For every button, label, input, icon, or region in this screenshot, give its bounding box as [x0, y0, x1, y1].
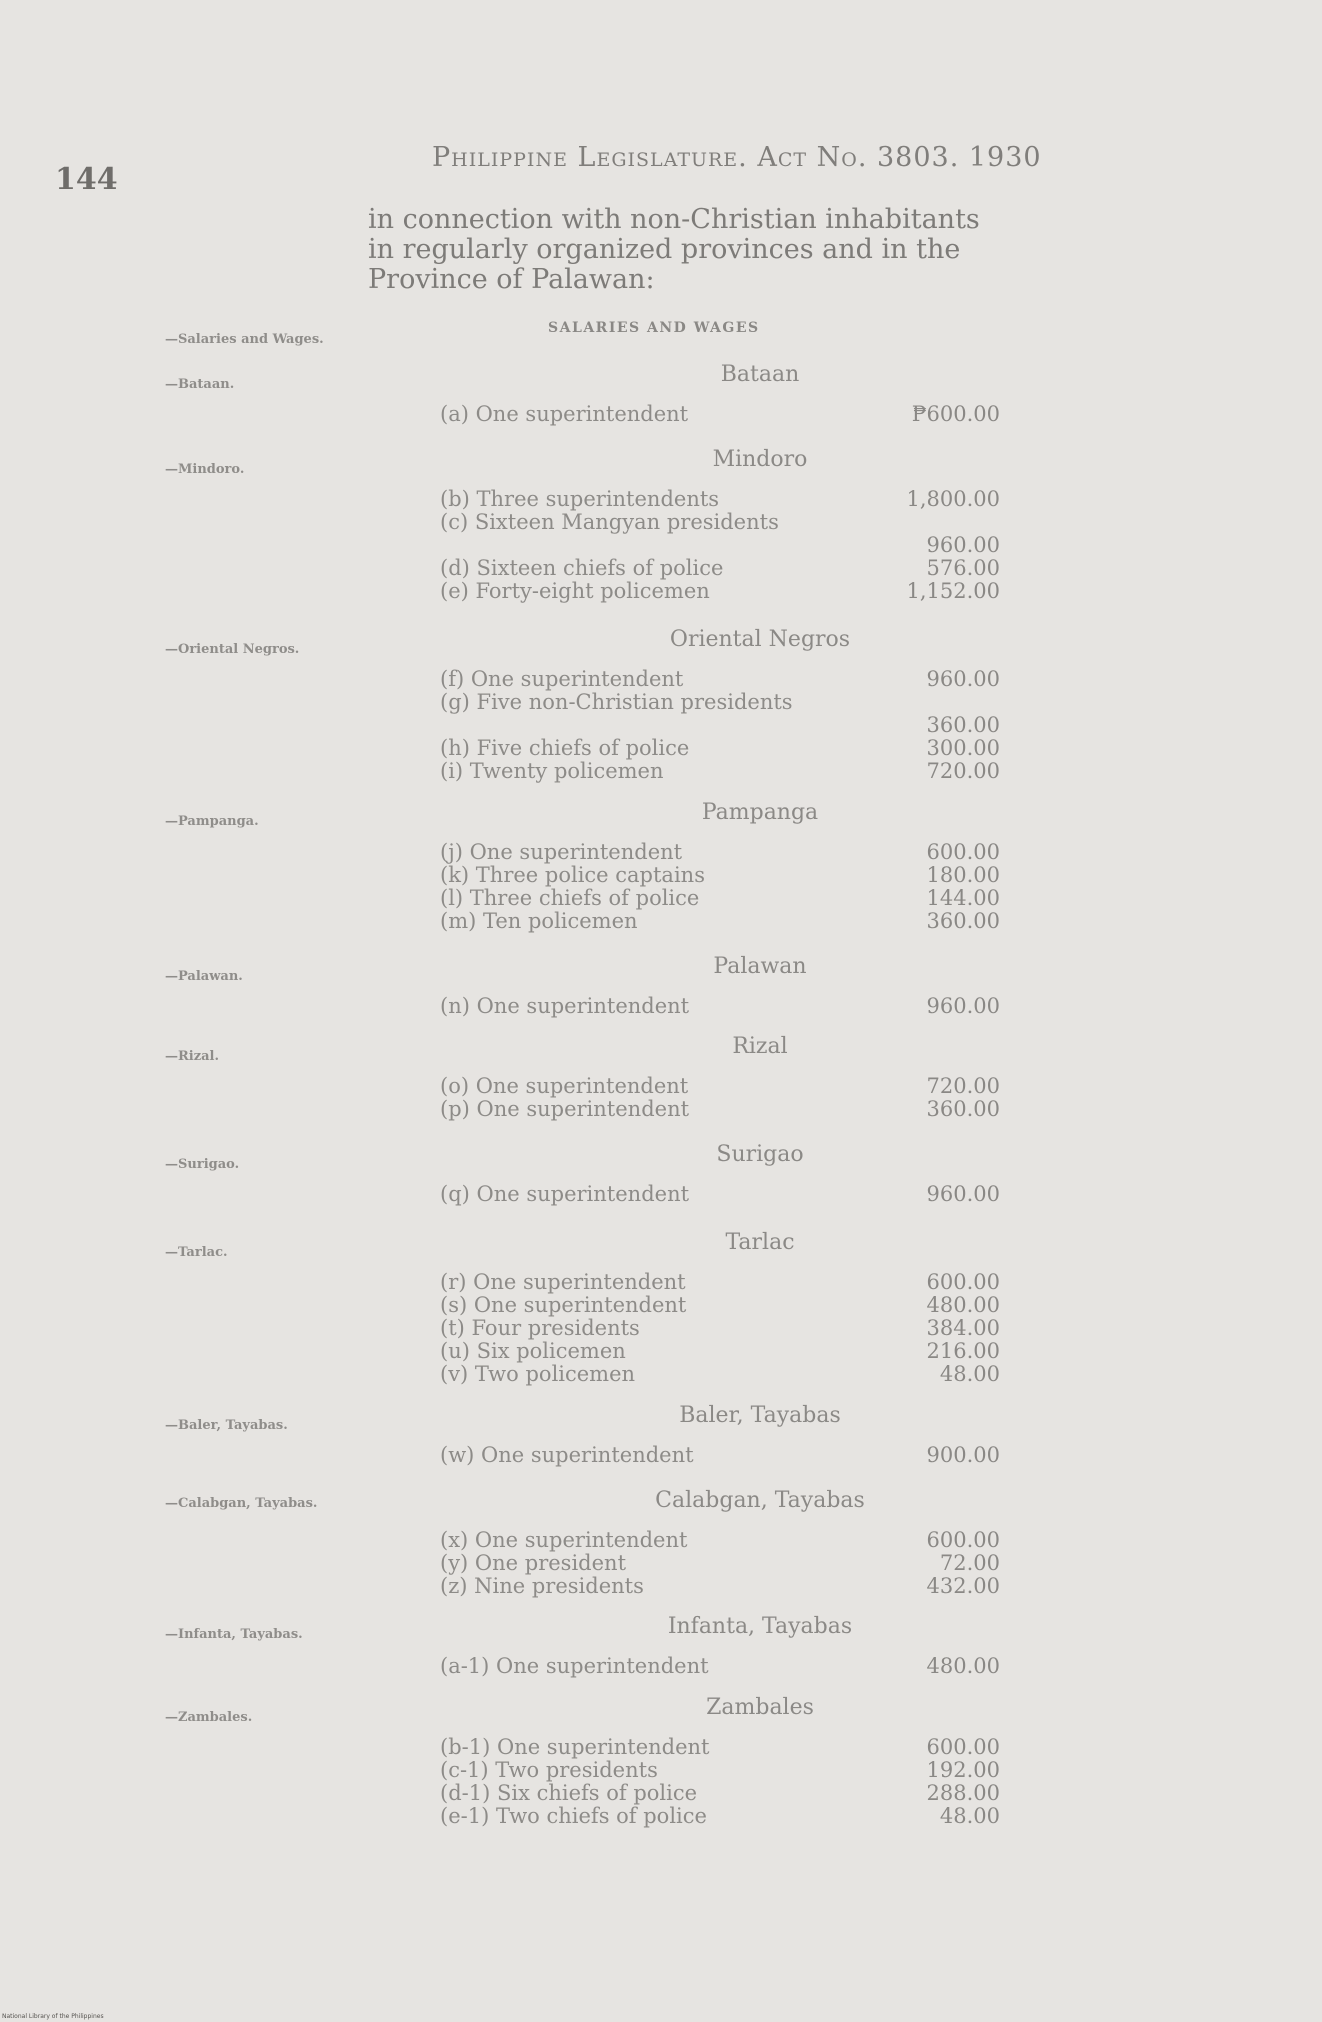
item-amount: 360.00: [926, 1097, 1000, 1121]
item-amount: 216.00: [926, 1339, 1000, 1363]
item-label: (w) One superintendent: [440, 1443, 694, 1467]
item-label: (a-1) One superintendent: [440, 1654, 709, 1678]
item-amount: 360.00: [926, 909, 1000, 933]
item-label: (j) One superintendent: [440, 840, 683, 864]
line-item: [440, 668, 1000, 691]
intro-paragraph: in connection with non-Christian inhabitants in regularly organized provinces and in the Province of Palawan:: [368, 204, 980, 295]
item-label: (g) Five non-Christian presidents: [440, 690, 793, 714]
item-amount: 288.00: [926, 1781, 1000, 1805]
item-label: (o) One superintendent: [440, 1074, 689, 1098]
item-amount: 960.00: [926, 994, 1000, 1018]
margin-note-palawan: —Palawan.: [165, 969, 243, 984]
item-label: (c-1) Two presidents: [440, 1758, 658, 1782]
item-amount: ₱600.00: [911, 402, 1000, 426]
line-item: [440, 1529, 1000, 1552]
item-amount: 432.00: [926, 1574, 1000, 1598]
item-label: (e-1) Two chiefs of police: [440, 1804, 707, 1828]
item-label: (x) One superintendent: [440, 1528, 688, 1552]
item-amount: 360.00: [926, 713, 1000, 737]
item-amount: 720.00: [926, 1074, 1000, 1098]
margin-note-tarlac: —Tarlac.: [165, 1245, 228, 1260]
line-item: [440, 1759, 1000, 1782]
line-item: [440, 841, 1000, 864]
item-amount: 720.00: [926, 759, 1000, 783]
section-surigao: [440, 1142, 1000, 1206]
item-amount: 1,152.00: [906, 579, 1000, 603]
section-title: Baler, Tayabas: [679, 1403, 841, 1428]
line-item: [440, 557, 1000, 580]
item-amount: 72.00: [939, 1551, 1000, 1575]
section-oriental-negros: [440, 627, 1000, 783]
item-amount: 48.00: [939, 1362, 1000, 1386]
line-item: [440, 1317, 1000, 1340]
item-label: (c) Sixteen Mangyan presidents: [440, 510, 779, 534]
item-label: (f) One superintendent: [440, 667, 684, 691]
item-amount: 300.00: [926, 736, 1000, 760]
line-item: [440, 1271, 1000, 1294]
item-amount: 480.00: [926, 1654, 1000, 1678]
margin-note-mindoro: —Mindoro.: [165, 462, 245, 477]
section-title: Palawan: [713, 954, 807, 979]
section-tarlac: [440, 1230, 1000, 1386]
item-amount: 960.00: [926, 1182, 1000, 1206]
line-item: [440, 1736, 1000, 1759]
item-label: (e) Forty-eight policemen: [440, 579, 710, 603]
line-item: [440, 995, 1000, 1018]
section-baler: [440, 1403, 1000, 1467]
item-label: (h) Five chiefs of police: [440, 736, 690, 760]
section-infanta: [440, 1614, 1000, 1678]
margin-note-salaries: —Salaries and Wages.: [165, 332, 324, 347]
section-title: Calabgan, Tayabas: [655, 1488, 865, 1513]
scan-footer: National Library of the Philippines: [2, 2013, 104, 2020]
margin-note-rizal: —Rizal.: [165, 1049, 220, 1064]
item-amount: 192.00: [926, 1758, 1000, 1782]
line-item: [440, 488, 1000, 511]
line-item: [440, 1075, 1000, 1098]
line-item: [440, 1340, 1000, 1363]
item-label: (r) One superintendent: [440, 1270, 686, 1294]
line-item: [440, 737, 1000, 760]
running-head: Philippine Legislature. Act No. 3803. 1930: [432, 142, 1042, 173]
item-label: (n) One superintendent: [440, 994, 690, 1018]
item-amount: 960.00: [926, 533, 1000, 557]
line-item: [440, 1655, 1000, 1678]
section-mindoro: [440, 447, 1000, 603]
line-item: [440, 1575, 1000, 1598]
margin-note-oriental-negros: —Oriental Negros.: [165, 642, 300, 657]
section-bataan: [440, 362, 1000, 426]
line-item: [440, 760, 1000, 783]
item-label: (q) One superintendent: [440, 1182, 690, 1206]
item-amount: 960.00: [926, 667, 1000, 691]
item-amount: 384.00: [926, 1316, 1000, 1340]
item-label: (d-1) Six chiefs of police: [440, 1781, 698, 1805]
line-item: [440, 511, 1000, 557]
line-item: [440, 1183, 1000, 1206]
margin-note-zambales: —Zambales.: [165, 1710, 253, 1725]
section-title: Pampanga: [701, 800, 819, 825]
item-label: (t) Four presidents: [440, 1316, 640, 1340]
section-rizal: [440, 1034, 1000, 1121]
line-item: [440, 1552, 1000, 1575]
line-item: [440, 1098, 1000, 1121]
margin-note-infanta: —Infanta, Tayabas.: [165, 1627, 303, 1642]
item-label: (y) One president: [440, 1551, 627, 1575]
item-label: (p) One superintendent: [440, 1097, 690, 1121]
line-item: [440, 1782, 1000, 1805]
line-item: [440, 403, 1000, 426]
margin-note-pampanga: —Pampanga.: [165, 814, 259, 829]
item-amount: 180.00: [926, 863, 1000, 887]
item-amount: 1,800.00: [906, 487, 1000, 511]
line-item: [440, 1805, 1000, 1828]
item-amount: 600.00: [926, 840, 1000, 864]
line-item: [440, 887, 1000, 910]
section-title: Surigao: [716, 1142, 804, 1167]
margin-note-calabgan: —Calabgan, Tayabas.: [165, 1496, 318, 1511]
item-label: (v) Two policemen: [440, 1362, 636, 1386]
item-amount: 600.00: [926, 1528, 1000, 1552]
section-palawan: [440, 954, 1000, 1018]
item-amount: 144.00: [926, 886, 1000, 910]
line-item: [440, 580, 1000, 603]
margin-note-baler: —Baler, Tayabas.: [165, 1418, 288, 1433]
line-item: [440, 1444, 1000, 1467]
item-label: (k) Three police captains: [440, 863, 705, 887]
section-calabgan: [440, 1488, 1000, 1598]
item-amount: 900.00: [926, 1443, 1000, 1467]
item-label: (i) Twenty policemen: [440, 759, 664, 783]
section-pampanga: [440, 800, 1000, 933]
item-label: (b-1) One superintendent: [440, 1735, 710, 1759]
item-label: (l) Three chiefs of police: [440, 886, 700, 910]
section-title: Rizal: [732, 1034, 788, 1059]
section-title: Bataan: [720, 362, 800, 387]
item-label: (m) Ten policemen: [440, 909, 638, 933]
section-zambales: [440, 1695, 1000, 1828]
item-label: (u) Six policemen: [440, 1339, 626, 1363]
line-item: [440, 864, 1000, 887]
section-title: Tarlac: [725, 1230, 795, 1255]
page-number: 144: [55, 162, 118, 197]
section-title: Mindoro: [712, 447, 808, 472]
line-item: [440, 691, 1000, 737]
line-item: [440, 1294, 1000, 1317]
item-label: (z) Nine presidents: [440, 1574, 644, 1598]
line-item: [440, 1363, 1000, 1386]
section-title: Oriental Negros: [669, 627, 851, 652]
item-amount: 48.00: [939, 1804, 1000, 1828]
item-label: (d) Sixteen chiefs of police: [440, 556, 724, 580]
margin-note-surigao: —Surigao.: [165, 1157, 240, 1172]
item-amount: 600.00: [926, 1735, 1000, 1759]
line-item: [440, 910, 1000, 933]
section-title: Infanta, Tayabas: [667, 1614, 853, 1639]
margin-note-bataan: —Bataan.: [165, 377, 235, 392]
section-title: Zambales: [706, 1695, 814, 1720]
item-label: (s) One superintendent: [440, 1293, 687, 1317]
item-amount: 600.00: [926, 1270, 1000, 1294]
item-label: (b) Three superintendents: [440, 487, 720, 511]
item-label: (a) One superintendent: [440, 402, 689, 426]
item-amount: 480.00: [926, 1293, 1000, 1317]
column-heading: SALARIES AND WAGES: [548, 320, 760, 336]
item-amount: 576.00: [926, 556, 1000, 580]
